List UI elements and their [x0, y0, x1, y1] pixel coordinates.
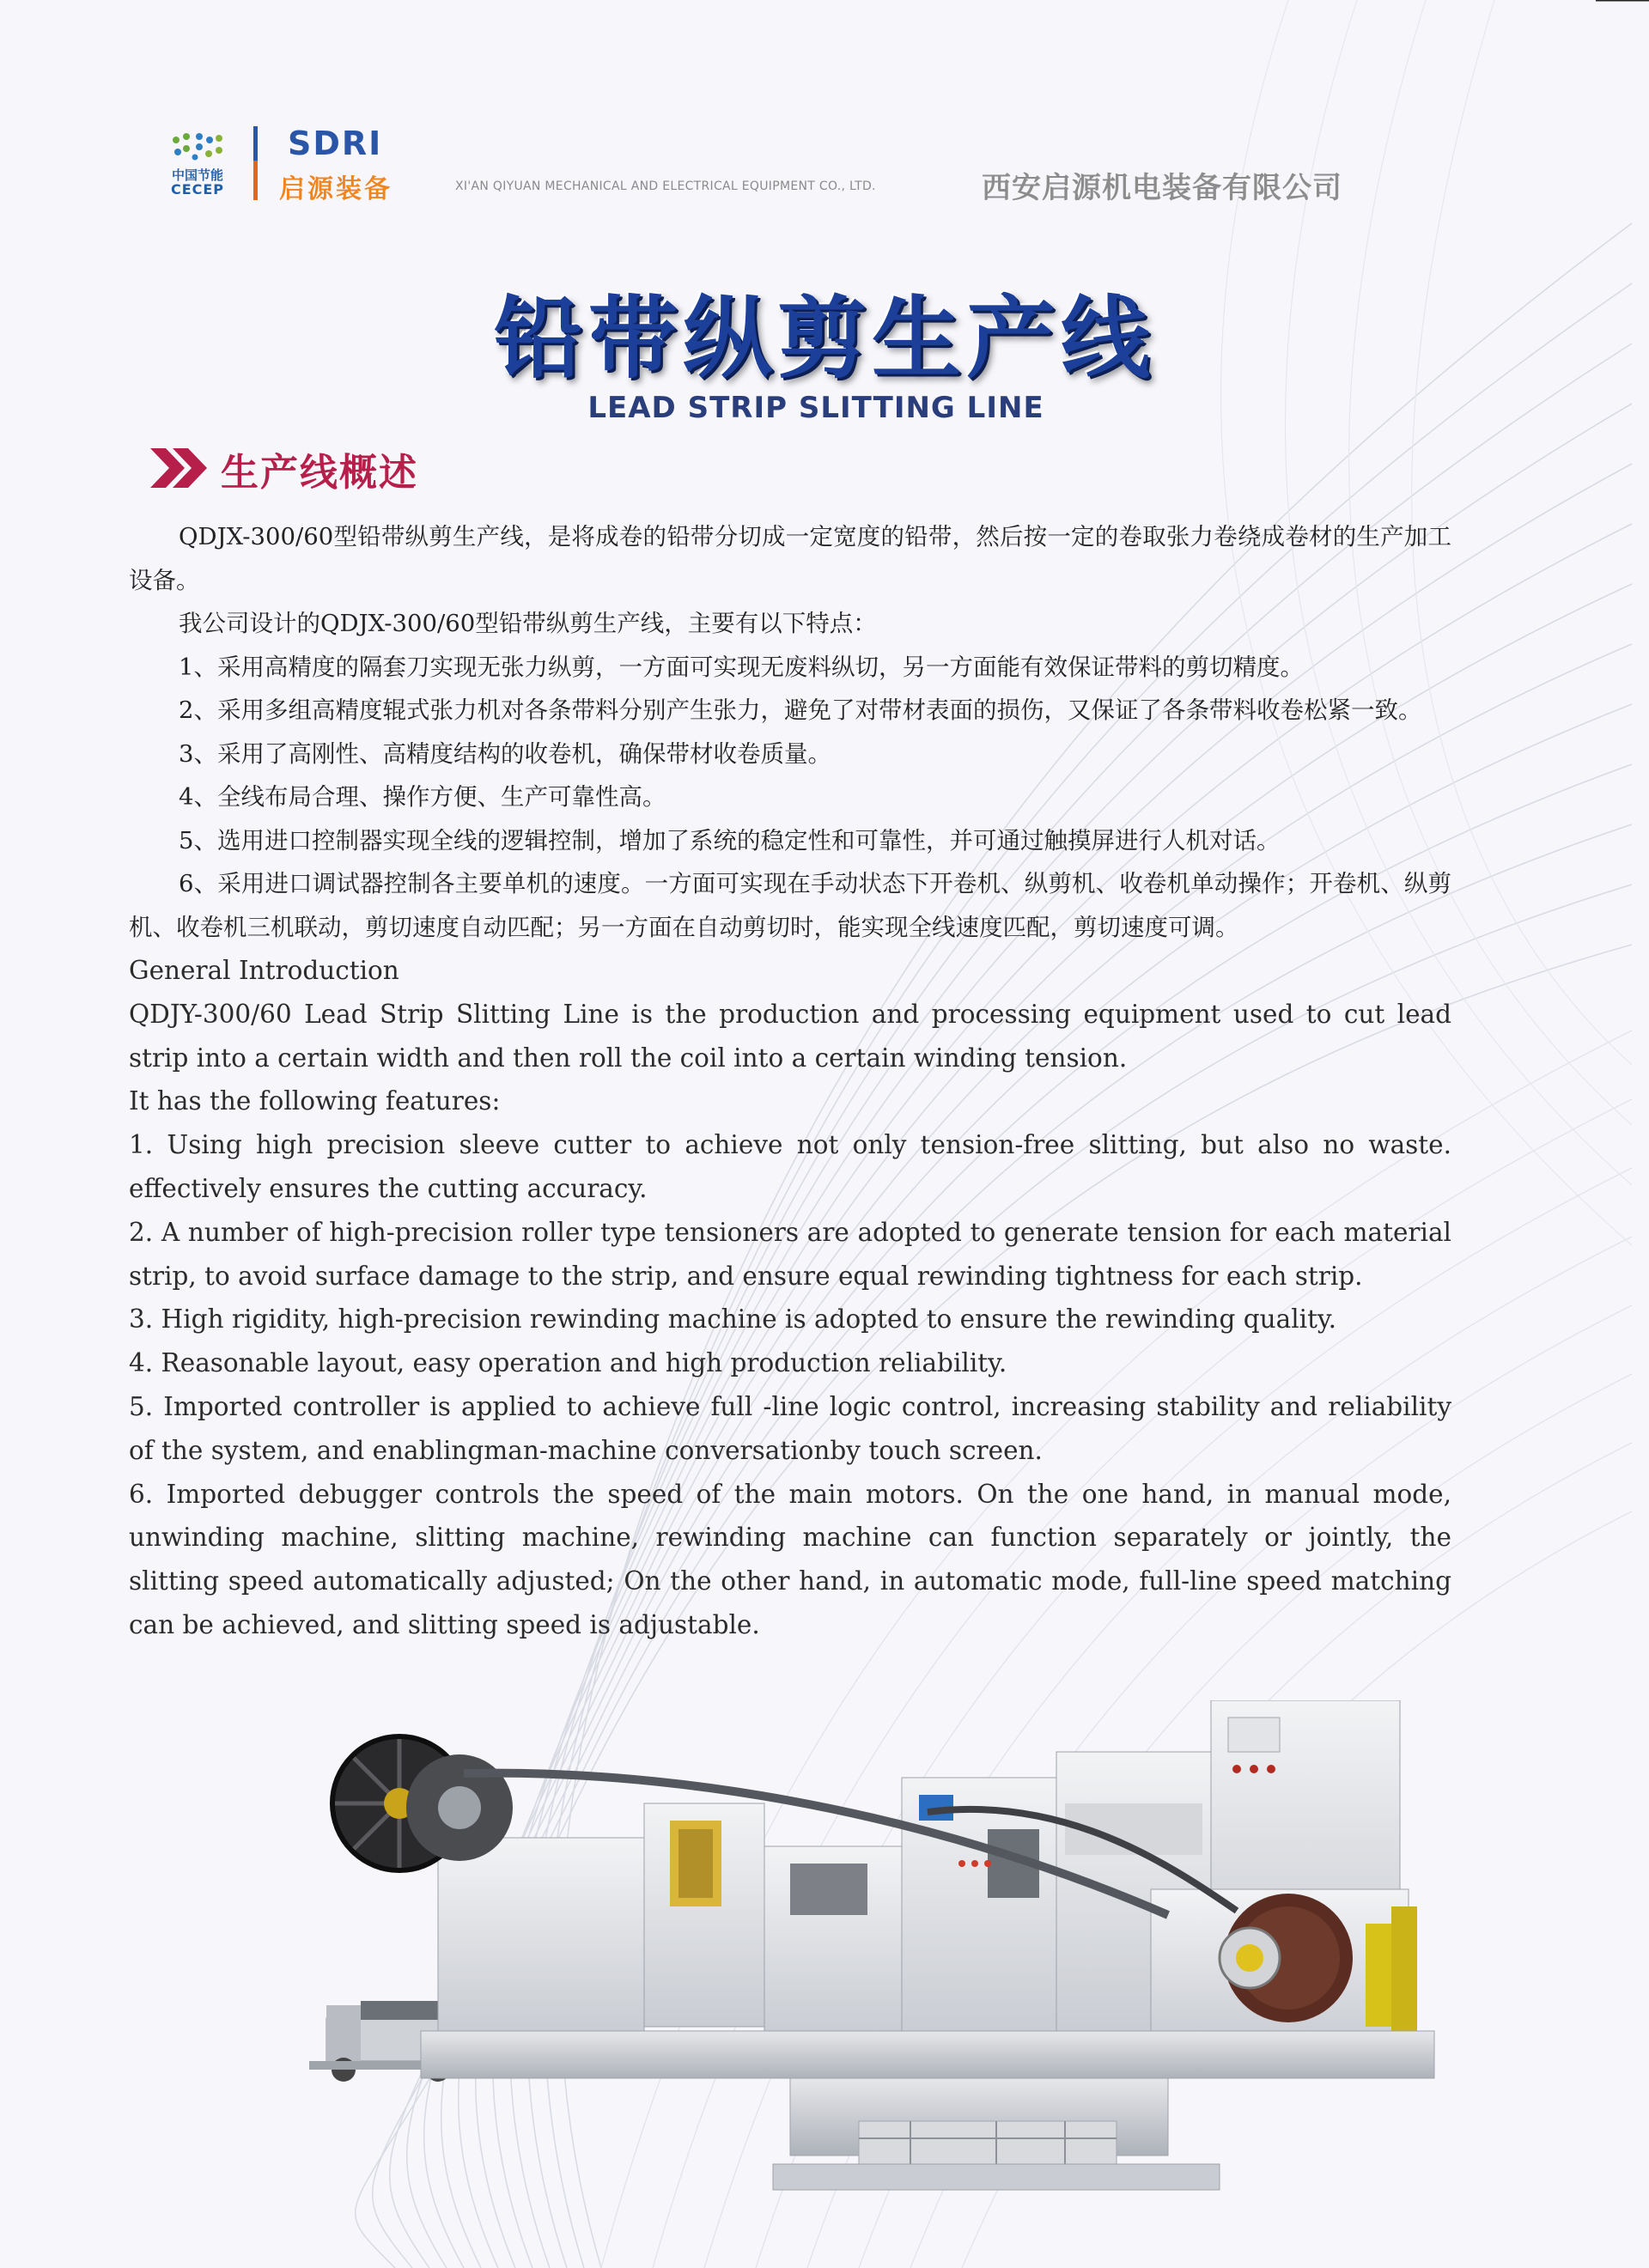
- cecep-dots-logo-icon: [169, 131, 229, 162]
- cn-paragraph-intro: QDJX-300/60型铅带纵剪生产线，是将成卷的铅带分切成一定宽度的铅带，然后按一定的卷取张力卷绕成卷材的生产加工设备。: [129, 523, 1451, 594]
- section-title: 生产线概述: [221, 451, 418, 495]
- sdri-brand-name: SDRI: [288, 125, 383, 162]
- logo-divider: [253, 126, 258, 200]
- cecep-english-name: CECEP: [170, 181, 225, 198]
- double-chevron-right-icon: [150, 448, 210, 488]
- body-text: [129, 515, 1451, 1647]
- en-paragraph-features-lead: It has the following features:: [129, 1086, 501, 1116]
- cn-feature-3: 3、采用了高刚性、高精度结构的收卷机，确保带材收卷质量。: [179, 739, 831, 768]
- page-title-english: LEAD STRIP SLITTING LINE: [587, 391, 1044, 425]
- cn-paragraph-features-lead: 我公司设计的QDJX-300/60型铅带纵剪生产线，主要有以下特点：: [179, 610, 877, 637]
- company-chinese-name: 西安启源机电装备有限公司: [982, 171, 1342, 205]
- cn-feature-6: 6、采用进口调试器控制各主要单机的速度。一方面可实现在手动状态下开卷机、纵剪机、收卷机单动操作；开卷机、纵剪机、收卷机三机联动，剪切速度自动匹配；另一方面在自动剪切时，能实现全线速度匹配，剪切速度可调。: [129, 870, 1451, 941]
- cn-feature-5: 5、选用进口控制器实现全线的逻辑控制，增加了系统的稳定性和可靠性，并可通过触摸屏进行人机对话。: [179, 826, 1281, 854]
- en-feature-1: 1. Using high precision sleeve cutter to achieve not only tension-free slitting, but also no waste. effectively ensures the cutting accuracy.: [129, 1130, 1451, 1203]
- cecep-logo: [159, 131, 236, 200]
- en-paragraph-intro: QDJY-300/60 Lead Strip Slitting Line is the production and processing equipment used to cut lead strip into a certain width and then roll the coil into a certain winding tension.: [129, 999, 1451, 1073]
- en-heading: General Introduction: [129, 956, 399, 985]
- company-english-name: XI'AN QIYUAN MECHANICAL AND ELECTRICAL EQUIPMENT CO., LTD.: [455, 179, 876, 193]
- page-title-chinese: 铅带纵剪生产线: [493, 286, 1155, 391]
- en-feature-6: 6. Imported debugger controls the speed of the main motors. On the one hand, in manual mode, unwinding machine, slitting machine, rewinding machine can function separately or jointly, the slitting speed automatically adjusted; On the other hand, in automatic mode, full-line speed matching can be achieved, and slitting speed is adjustable.: [129, 1479, 1451, 1639]
- page-header: [159, 125, 1404, 205]
- cn-feature-2: 2、采用多组高精度辊式张力机对各条带料分别产生张力，避免了对带材表面的损伤，又保证了各条带料收卷松紧一致。: [179, 696, 1422, 724]
- en-feature-2: 2. A number of high-precision roller type tensioners are adopted to generate tension for each material strip, to avoid surface damage to the strip, and ensure equal rewinding tightness for each strip.: [129, 1217, 1451, 1291]
- slitting-line-machine-image: [309, 1700, 1460, 2250]
- cecep-chinese-name: 中国节能: [171, 167, 223, 183]
- en-feature-5: 5. Imported controller is applied to achieve full -line logic control, increasing stability and reliability of the system, and enablingman-machine conversationby touch screen.: [129, 1391, 1451, 1465]
- cn-feature-1: 1、采用高精度的隔套刀实现无张力纵剪，一方面可实现无废料纵切，另一方面能有效保证带料的剪切精度。: [179, 653, 1304, 681]
- en-feature-3: 3. High rigidity, high-precision rewinding machine is adopted to ensure the rewinding quality.: [129, 1304, 1337, 1335]
- sdri-brand-chinese: 启源装备: [279, 174, 392, 204]
- cn-feature-4: 4、全线布局合理、操作方便、生产可靠性高。: [179, 783, 666, 811]
- en-feature-4: 4. Reasonable layout, easy operation and high production reliability.: [129, 1348, 1007, 1378]
